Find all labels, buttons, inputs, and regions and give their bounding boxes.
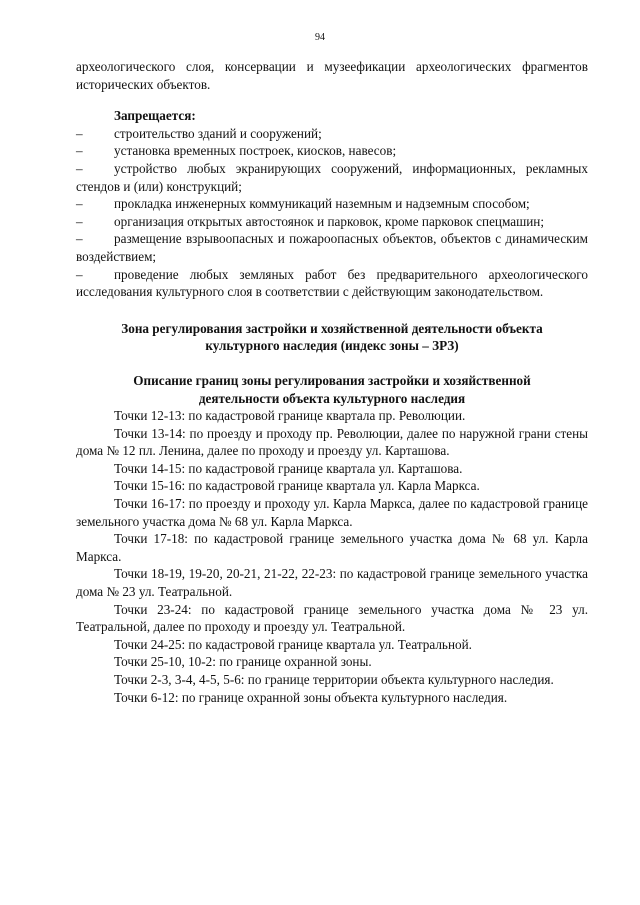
list-item <box>76 266 588 301</box>
list-dash: – <box>76 196 83 212</box>
zone-heading: Зона регулирования застройки и хозяйственной деятельности объекта культурного наследия (индекс зоны – ЗРЗ) <box>121 320 543 354</box>
boundaries-heading: Описание границ зоны регулирования застройки и хозяйственной деятельности объекта культурного наследия <box>133 372 531 406</box>
document-body <box>76 58 588 706</box>
boundary-point-line: Точки 24-25: по кадастровой границе квартала ул. Театральной. <box>114 636 472 652</box>
boundary-point-line: Точки 17-18: по кадастровой границе земельного участка дома № 68 ул. Карла Маркса. <box>76 531 588 564</box>
list-item-text: проведение любых земляных работ без предварительного археологического исследования культурного слоя в соответствии с действующим законодательством. <box>76 266 588 300</box>
boundary-point-line: Точки 14-15: по кадастровой границе квартала ул. Карташова. <box>114 460 463 476</box>
list-dash: – <box>76 213 83 229</box>
boundary-point-line: Точки 23-24: по кадастровой границе земельного участка дома № 23 ул. Театральной, далее по проходу и проезду ул. Театральной. <box>76 601 588 635</box>
list-dash: – <box>76 125 83 141</box>
boundary-point-line: Точки 13-14: по проезду и проходу пр. Революции, далее по наружной грани стены дома № 12 пл. Ленина, далее по проходу и проезду ул. Карташова. <box>76 425 588 459</box>
list-dash: – <box>76 143 83 159</box>
list-item <box>76 195 588 213</box>
list-item-text: прокладка инженерных коммуникаций наземным и надземным способом; <box>114 196 530 212</box>
boundary-point-line: Точки 16-17: по проезду и проходу ул. Карла Маркса, далее по кадастровой границе земельного участка дома № 68 ул. Карла Маркса. <box>76 496 588 529</box>
boundary-point-line: Точки 2-3, 3-4, 4-5, 5-6: по границе территории объекта культурного наследия. <box>114 672 554 687</box>
boundary-point-line: Точки 12-13: по кадастровой границе квартала пр. Революции. <box>114 408 466 424</box>
boundary-point-line: Точки 6-12: по границе охранной зоны объекта культурного наследия. <box>114 689 508 705</box>
prohibited-list <box>76 125 588 301</box>
list-dash: – <box>76 266 83 282</box>
list-dash: – <box>76 160 83 176</box>
boundary-point-line: Точки 18-19, 19-20, 20-21, 21-22, 22-23: по кадастровой границе земельного участка дома № 23 ул. Театральной. <box>76 566 588 600</box>
boundary-point-line: Точки 15-16: по кадастровой границе квартала ул. Карла Маркса. <box>114 478 480 494</box>
boundary-point-line: Точки 25-10, 10-2: по границе охранной зоны. <box>114 654 372 670</box>
list-item <box>76 142 588 160</box>
list-item-text: размещение взрывоопасных и пожароопасных объектов, объектов с динамическим воздействием; <box>76 231 588 264</box>
list-item <box>76 230 588 265</box>
list-item-text: установка временных построек, киосков, навесов; <box>114 143 397 159</box>
intro-paragraph: археологического слоя, консервации и музеефикации археологических фрагментов исторических объектов. <box>76 59 588 92</box>
list-item <box>76 213 588 231</box>
list-item <box>76 125 588 143</box>
list-item-text: организация открытых автостоянок и парковок, кроме парковок спецмашин; <box>114 213 545 229</box>
prohibited-title: Запрещается: <box>114 108 196 124</box>
list-item <box>76 160 588 195</box>
page-number: 94 <box>315 32 325 43</box>
list-dash: – <box>76 231 83 247</box>
list-item-text: устройство любых экранирующих сооружений, информационных, рекламных стендов и (или) конструкций; <box>76 160 588 194</box>
list-item-text: строительство зданий и сооружений; <box>114 125 322 141</box>
